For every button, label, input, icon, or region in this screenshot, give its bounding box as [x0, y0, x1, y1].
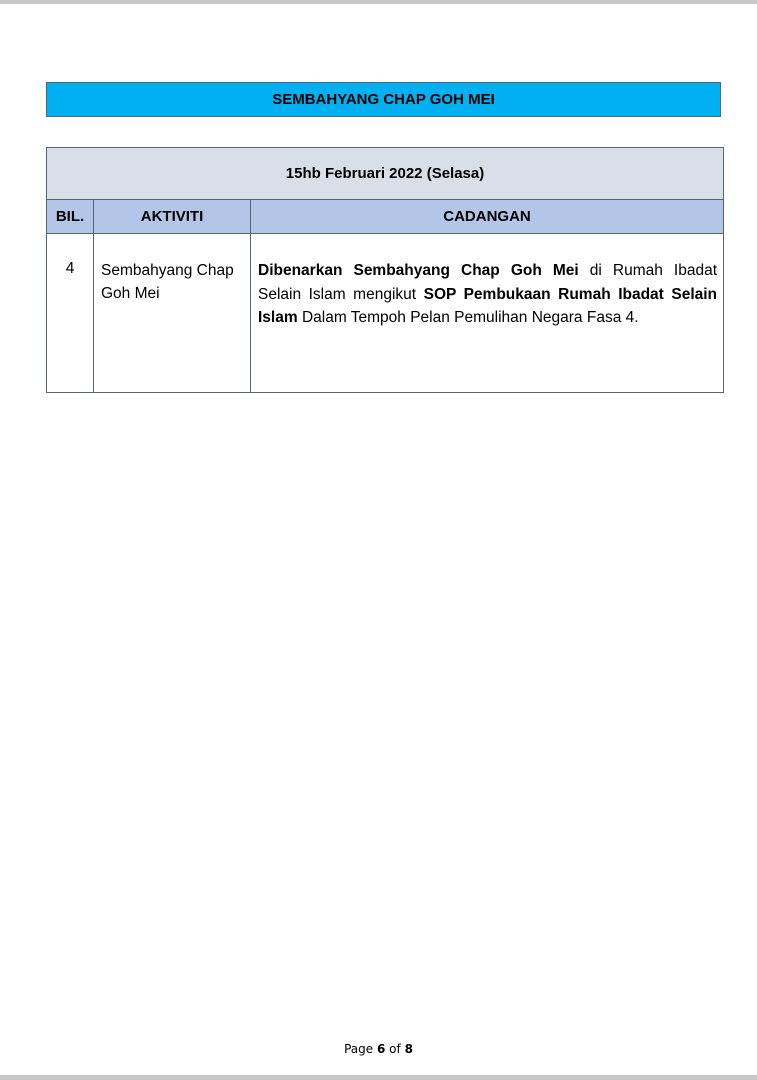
table-row	[47, 234, 724, 393]
cell-aktiviti: Sembahyang Chap Goh Mei	[94, 234, 251, 393]
footer-total-pages: 8	[404, 1042, 413, 1056]
footer-current-page: 6	[376, 1042, 386, 1056]
footer-page-word: Page	[344, 1042, 374, 1056]
cell-bil: 4	[47, 234, 94, 393]
date-cell: 15hb Februari 2022 (Selasa)	[47, 148, 724, 200]
cadangan-text-2: di Rumah Ibadat Selain Islam mengikut	[258, 262, 718, 303]
schedule-table	[46, 147, 724, 393]
header-row	[47, 200, 724, 234]
page-top-edge	[0, 0, 757, 4]
header-bil: BIL.	[47, 200, 94, 234]
header-aktiviti: AKTIVITI	[94, 200, 251, 234]
footer-of-word: of	[389, 1042, 401, 1056]
page-footer	[0, 1042, 757, 1056]
cadangan-text-4: Dalam Tempoh Pelan Pemulihan Negara Fasa 4.	[297, 309, 639, 326]
header-cadangan: CADANGAN	[251, 200, 724, 234]
cadangan-bold-1: Dibenarkan Sembahyang Chap Goh Mei	[258, 262, 579, 279]
page-bottom-edge	[0, 1075, 757, 1080]
date-row	[47, 148, 724, 200]
cadangan-bold-3: SOP Pembukaan Rumah Ibadat Selain Islam	[258, 285, 718, 326]
document-title: SEMBAHYANG CHAP GOH MEI	[46, 82, 721, 117]
cell-cadangan	[251, 234, 724, 393]
